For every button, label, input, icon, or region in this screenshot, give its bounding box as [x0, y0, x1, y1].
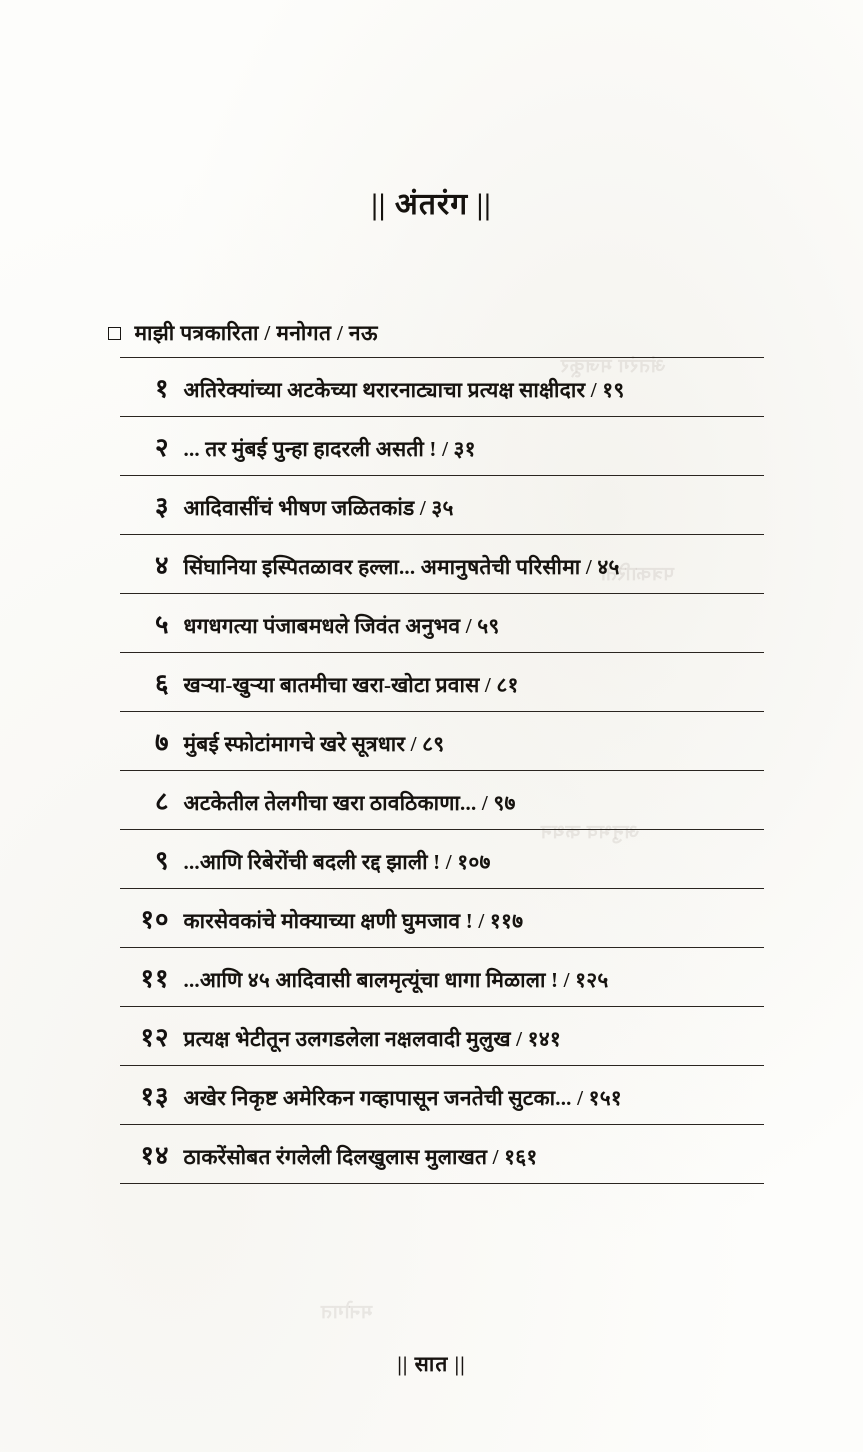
table-of-contents [96, 319, 768, 1184]
entry-number: १० [140, 905, 170, 934]
square-bullet-icon [108, 327, 121, 340]
entry-number: ७ [154, 728, 170, 757]
entry-title: खऱ्या-खुऱ्या बातमीचा खरा-खोटा प्रवास / ८१ [183, 673, 519, 697]
entry-number: ११ [140, 964, 170, 993]
table-row[interactable] [96, 948, 768, 1006]
entry-title: कारसेवकांचे मोक्याच्या क्षणी घुमजाव ! / ११७ [183, 909, 524, 933]
entry-number: १२ [140, 1023, 170, 1052]
entry-number: ३ [154, 492, 170, 521]
table-row[interactable] [96, 1007, 768, 1065]
table-row[interactable] [96, 771, 768, 829]
entry-title: अतिरेक्यांच्या अटकेच्या थरारनाट्याचा प्रत्यक्ष साक्षीदार / १९ [183, 378, 625, 402]
entry-number: १३ [140, 1082, 170, 1111]
bleed-through-text: मनोगत [320, 1302, 373, 1323]
entry-title: आदिवासींचं भीषण जळितकांड / ३५ [183, 496, 454, 520]
entry-title: मुंबई स्फोटांमागचे खरे सूत्रधार / ८९ [183, 732, 445, 756]
bleed-through-text: अनुभव कथन [540, 822, 640, 843]
bleed-through-text: पत्रकारिता [600, 564, 675, 585]
entry-number: ६ [154, 669, 170, 698]
table-row[interactable] [96, 594, 768, 652]
entry-number: ४ [154, 551, 170, 580]
entry-title: ... तर मुंबई पुन्हा हादरली असती ! / ३१ [183, 437, 476, 461]
toc-intro-row[interactable] [96, 319, 768, 347]
page-number-footer: || सात || [397, 1352, 466, 1376]
divider [120, 1183, 764, 1184]
table-row[interactable] [96, 889, 768, 947]
table-row[interactable] [96, 712, 768, 770]
entry-number: १४ [140, 1141, 170, 1170]
entry-number: ९ [154, 846, 170, 875]
entry-number: ८ [154, 787, 170, 816]
entry-title: ...आणि ४५ आदिवासी बालमृत्यूंचा धागा मिळाला ! / १२५ [183, 968, 609, 992]
table-row[interactable] [96, 1066, 768, 1124]
entry-number: ५ [154, 610, 170, 639]
table-row[interactable] [96, 358, 768, 416]
bleed-through-text: अंतरंग मजकूर [560, 356, 666, 377]
entry-title: अखेर निकृष्ट अमेरिकन गव्हापासून जनतेची सुटका... / १५१ [183, 1086, 622, 1110]
entry-title: प्रत्यक्ष भेटीतून उलगडलेला नक्षलवादी मुलुख / १४१ [183, 1027, 562, 1051]
table-row[interactable] [96, 830, 768, 888]
entry-title: धगधगत्या पंजाबमधले जिवंत अनुभव / ५९ [183, 614, 500, 638]
entry-title: ठाकरेंसोबत रंगलेली दिलखुलास मुलाखत / १६१ [183, 1145, 538, 1169]
table-row[interactable] [96, 535, 768, 593]
table-row[interactable] [96, 1125, 768, 1183]
entry-number: १ [154, 374, 170, 403]
table-row[interactable] [96, 476, 768, 534]
table-row[interactable] [96, 653, 768, 711]
entry-title: ...आणि रिबेरोंची बदली रद्द झाली ! / १०७ [183, 850, 491, 874]
table-row[interactable] [96, 417, 768, 475]
toc-intro-label: माझी पत्रकारिता / मनोगत / नऊ [134, 321, 378, 345]
entry-number: २ [154, 433, 170, 462]
entry-title: सिंघानिया इस्पितळावर हल्ला... अमानुषतेची परिसीमा / ४५ [183, 555, 620, 579]
page-title: || अंतरंग || [371, 188, 492, 221]
entry-title: अटकेतील तेलगीचा खरा ठावठिकाणा... / ९७ [183, 791, 516, 815]
